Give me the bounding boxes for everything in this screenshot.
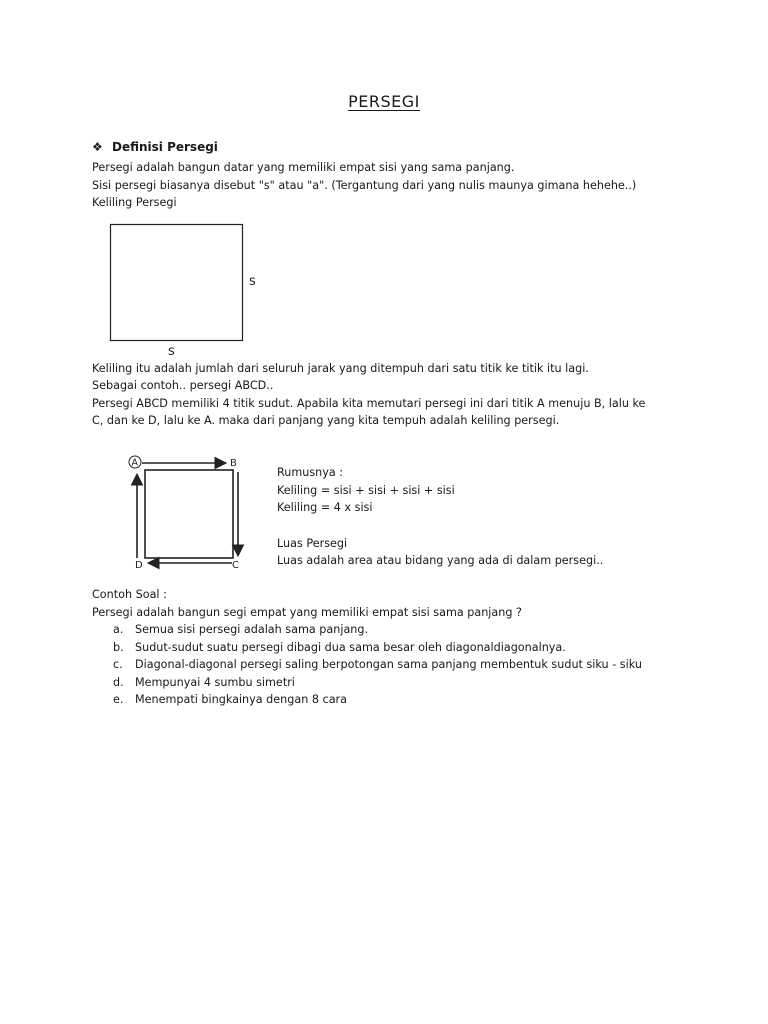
option-c-label: c. [113, 658, 123, 671]
section-heading-text: Definisi Persegi [112, 140, 218, 154]
option-d-label: d. [113, 676, 124, 689]
point-b-label: B [230, 458, 237, 469]
rumus-line-2: Keliling = 4 x sisi [277, 501, 373, 514]
page-title: PERSEGI [348, 92, 420, 111]
option-d [113, 674, 295, 691]
abcd-square [145, 470, 233, 558]
diamond-bullet-icon: ❖ [92, 140, 103, 154]
option-a-label: a. [113, 623, 124, 636]
luas-definition: Luas adalah area atau bidang yang ada di dalam persegi.. [277, 554, 604, 567]
contoh-soal-heading: Contoh Soal : [92, 588, 167, 601]
section-heading [92, 140, 218, 154]
option-b-text: Sudut-sudut suatu persegi dibagi dua sama besar oleh diagonaldiagonalnya. [135, 641, 566, 654]
luas-heading: Luas Persegi [277, 537, 348, 550]
option-e-text: Menempati bingkainya dengan 8 cara [135, 693, 347, 706]
square-figure [100, 215, 280, 365]
definition-line-2: Sisi persegi biasanya disebut "s" atau "a". (Tergantung dari yang nulis maunya gimana hehehe..) [92, 179, 637, 192]
keliling-line-2: Sebagai contoh.. persegi ABCD.. [92, 379, 274, 392]
keliling-subheading: Keliling Persegi [92, 196, 177, 209]
question-text: Persegi adalah bangun segi empat yang memiliki empat sisi sama panjang ? [92, 606, 522, 619]
point-a-label: A [131, 457, 138, 469]
side-label-bottom: s [168, 344, 175, 359]
option-a-text: Semua sisi persegi adalah sama panjang. [135, 623, 369, 636]
option-a [113, 621, 368, 638]
rumus-line-1: Keliling = sisi + sisi + sisi + sisi [277, 484, 455, 497]
keliling-line-3: Persegi ABCD memiliki 4 titik sudut. Apabila kita memutari persegi ini dari titik A menuju B, lalu ke [92, 397, 646, 410]
option-e-label: e. [113, 693, 124, 706]
abcd-figure [120, 450, 260, 575]
option-e [113, 691, 347, 708]
option-c-text: Diagonal-diagonal persegi saling berpotongan sama panjang membentuk sudut siku - siku [135, 658, 642, 671]
option-d-text: Mempunyai 4 sumbu simetri [135, 676, 295, 689]
side-label-right: s [249, 274, 256, 289]
keliling-line-1: Keliling itu adalah jumlah dari seluruh jarak yang ditempuh dari satu titik ke titik itu lagi. [92, 362, 589, 375]
keliling-line-4: C, dan ke D, lalu ke A. maka dari panjang yang kita tempuh adalah keliling persegi. [92, 414, 560, 427]
option-c [113, 656, 642, 673]
option-b-label: b. [113, 641, 124, 654]
point-c-label: C [232, 560, 239, 571]
definition-line-1: Persegi adalah bangun datar yang memiliki empat sisi yang sama panjang. [92, 161, 515, 174]
rumus-heading: Rumusnya : [277, 466, 344, 479]
option-b [113, 639, 566, 656]
square-shape [111, 225, 243, 341]
point-d-label: D [135, 560, 143, 571]
